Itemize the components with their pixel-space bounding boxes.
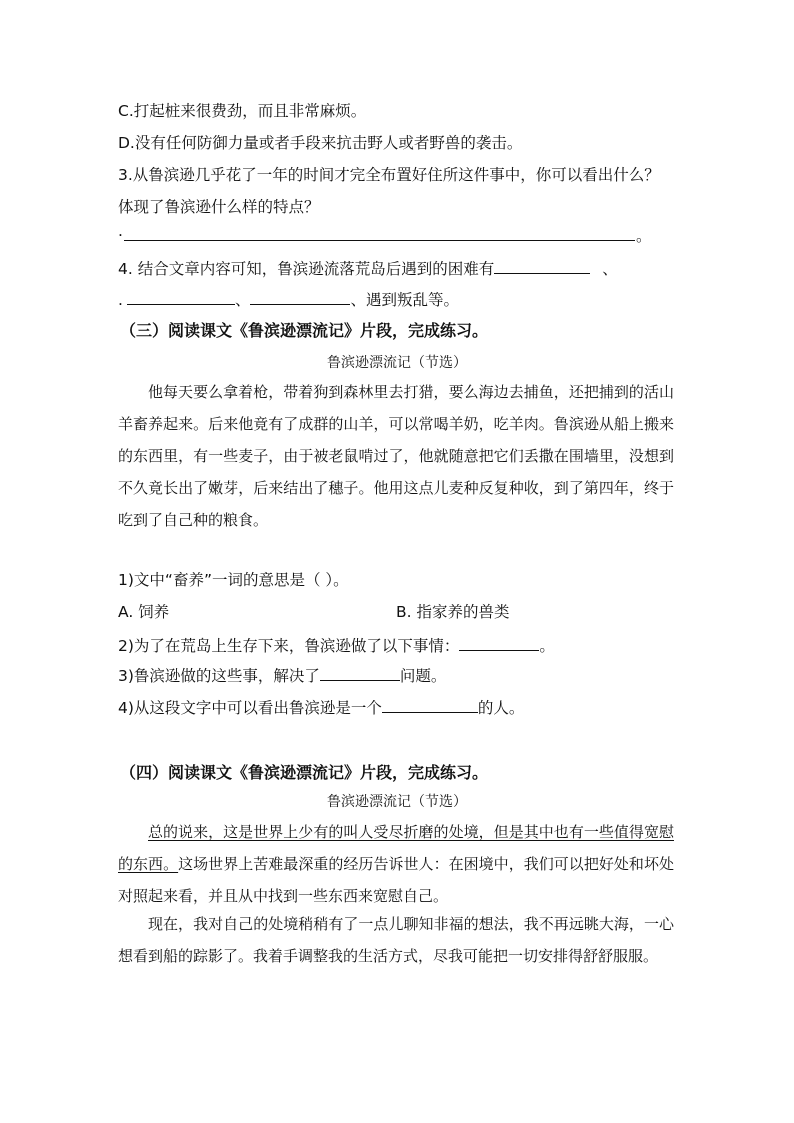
question-3-line2: 体现了鲁滨逊什么样的特点？: [118, 198, 320, 216]
question-4-line1: [118, 257, 618, 279]
question-4-sep: 、: [602, 260, 618, 278]
section-3-passage: 他每天要么拿着枪，带着狗到森林里去打猎，要么海边去捕鱼，还把捕到的活山羊畜养起来。后来他竟有了成群的山羊，可以常喝羊奶，吃羊肉。鲁滨逊从船上搬来的东西里，有一些麦子，由于被老鼠啃过了，他就随意把它们丢撒在围墙里，没想到不久竟长出了嫩芽，后来结出了穗子。他用这点儿麦种反复种收，到了第四年，终于吃到了自己种的粮食。: [118, 383, 674, 529]
section-4-paragraph-2: 现在，我对自己的处境稍稍有了一点儿聊知非福的想法，我不再远眺大海，一心想看到船的踪影了。我着手调整我的生活方式，尽我可能把一切安排得舒舒服服。: [118, 915, 674, 965]
section-3-q3-blank[interactable]: [320, 664, 400, 681]
section-3-title: 鲁滨逊漂流记（节选）: [327, 355, 467, 371]
section-3-q4: [118, 696, 524, 718]
section-3-q2-blank[interactable]: [459, 634, 539, 651]
section-4-underlined-sentence: 总的说来，这是世界上少有的叫人受尽折磨的处境，但是其中也有一些值得宽慰的东西。: [118, 823, 674, 873]
section-3-q4-end: 的人。: [477, 699, 525, 717]
option-d: D.没有任何防御力量或者手段来抗击野人或者野兽的袭击。: [118, 134, 523, 152]
section-3-q2-text: 2)为了在荒岛上生存下来，鲁滨逊做了以下事情：: [118, 637, 460, 655]
question-4-sep2: 、遇到叛乱等。: [350, 291, 459, 309]
section-3-heading: （三）阅读课文《鲁滨逊漂流记》片段，完成练习。: [120, 321, 489, 340]
question-4-lead: .: [118, 291, 123, 309]
section-3-q4-text: 4)从这段文字中可以看出鲁滨逊是一个: [118, 699, 382, 717]
section-4-heading: （四）阅读课文《鲁滨逊漂流记》片段，完成练习。: [120, 763, 489, 782]
blank-2[interactable]: [127, 288, 235, 305]
question-4-sep1: 、: [234, 291, 251, 309]
section-3-q1-option-b: B. 指家养的兽类: [396, 603, 510, 621]
section-3-q3: [118, 664, 446, 686]
section-3-q3-end: 问题。: [399, 667, 447, 685]
section-3-q3-text: 3)鲁滨逊做的这些事，解决了: [118, 667, 320, 685]
section-3-q4-blank[interactable]: [382, 696, 478, 713]
section-3-q2-end: 。: [539, 637, 555, 655]
answer-line[interactable]: [124, 240, 635, 241]
answer-line-lead: .: [118, 222, 123, 240]
answer-line-end: 。: [636, 227, 652, 245]
question-4-text: 4. 结合文章内容可知，鲁滨逊流落荒岛后遇到的困难有: [118, 260, 495, 278]
section-4-title: 鲁滨逊漂流记（节选）: [327, 794, 467, 810]
section-4-paragraph-1: [118, 816, 674, 912]
question-4-line2: [118, 288, 459, 310]
blank-3[interactable]: [250, 288, 350, 305]
option-c: C.打起桩来很费劲，而且非常麻烦。: [118, 102, 367, 120]
question-3-line1: 3.从鲁滨逊几乎花了一年的时间才完全布置好住所这件事中，你可以看出什么？: [118, 166, 660, 184]
section-4-p1-rest: 这场世界上苦难最深重的经历告诉世人：在困境中，我们可以把好处和坏处对照起来看，并且从中找到一些东西来宽慰自己。: [118, 855, 674, 905]
section-3-q2: [118, 634, 555, 656]
section-3-q1: 1)文中“畜养”一词的意思是（ ）。: [118, 571, 349, 589]
blank-1[interactable]: [494, 257, 590, 274]
section-3-q1-option-a: A. 饲养: [118, 603, 170, 621]
